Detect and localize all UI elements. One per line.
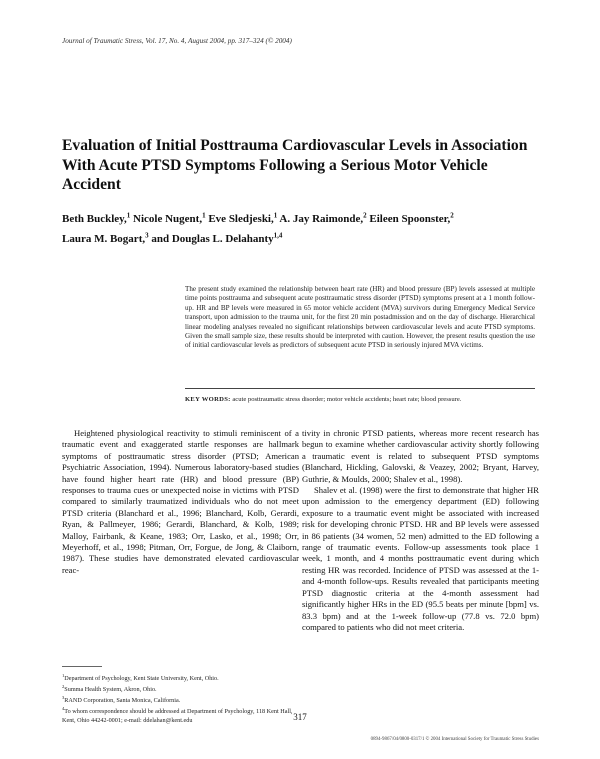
abstract-divider (185, 388, 535, 389)
footnote: $^1$Department of Psychology, Kent State University, Kent, Ohio. (62, 673, 219, 683)
keywords-text: acute posttraumatic stress disorder; motor vehicle accidents; heart rate; blood pressure. (232, 396, 462, 403)
page-number: 317 (293, 712, 307, 722)
author: Eileen Spoonster,$^2$ (369, 211, 454, 225)
keywords (185, 395, 535, 404)
author: A. Jay Raimonde,$^2$ (279, 211, 367, 225)
author: Laura M. Bogart,$^3$ (62, 231, 149, 246)
journal-header: Journal of Traumatic Stress, Vol. 17, No. 4, August 2004, pp. 317–324 (© 2004) (62, 37, 292, 45)
footnote: $^4$To whom correspondence should be addressed at Department of Psychology, 118 Kent Hall, Kent, Ohio 44242-0001; e-mail: ddelahan@kent.edu (62, 706, 293, 724)
keywords-label: KEY WORDS: (185, 396, 231, 403)
footnote: $^3$RAND Corporation, Santa Monica, California. (62, 695, 181, 705)
body-paragraph: Shalev et al. (1998) were the first to demonstrate that higher HR upon admission to the emergency department (ED) following exposure to a traumatic event might be associated with increased risk for developing chronic PTSD. HR and BP levels were assessed in 86 patients (34 women, 52 men) admitted to the ED following a range of traumatic events. Follow-up assessments took place 1 week, 1 month, and 4 months posttraumatic event during which resting HR was recorded. Incidence of PTSD was assessed at the 1- and 4-month follow-ups. Results revealed that participants meeting PTSD diagnostic criteria at the 4-month assessment had significantly higher HRs in the ED (95.5 beats per minute [bpm] vs. 83.3 bpm) and at the 1-week follow-up (77.8 vs. 72.0 bpm) compared to patients who did not meet criteria. (302, 485, 539, 632)
footnote: $^2$Summa Health System, Akron, Ohio. (62, 684, 157, 694)
body-column-right (302, 428, 539, 633)
footnote-divider (62, 666, 102, 667)
abstract: The present study examined the relationship between heart rate (HR) and blood pressure (BP) levels assessed at multiple time points posttrauma and subsequent acute posttraumatic stress disorder (PTSD) symptoms present at a 1 month follow-up. HR and BP levels were measured in 65 motor vehicle accident (MVA) survivors during Emergency Medical Service transport, upon admission to the trauma unit, for the first 20 min postadmission and on the day of discharge. Hierarchical linear modeling analyses revealed no significant relationships between cardiovascular levels and acute PTSD symptoms. Given the small sample size, these results should be interpreted with caution. However, the present results question the use of initial cardiovascular levels as predictors of subsequent acute PTSD in seriously injured MVA victims. (185, 285, 535, 350)
copyright-footer: 0894-9867/04/0800-0317/1 © 2004 International Society for Traumatic Stress Studies (370, 737, 539, 742)
author: Eve Sledjeski,$^1$ (208, 211, 278, 225)
body-column-left (62, 428, 299, 576)
body-paragraph: Heightened physiological reactivity to stimuli reminiscent of a traumatic event and exaggerated startle responses are hallmark symptoms of posttraumatic stress disorder (PTSD; American Psychiatric Association, 1994). Numerous laboratory-based studies have found higher heart rate (HR) and blood pressure (BP) responses to trauma cues or unexpected noise in victims with PTSD compared to similarly traumatized individuals who do not meet PTSD criteria (Blanchard et al., 1996; Blanchard, Kolb, Gerardi, Ryan, & Pallmeyer, 1986; Gerardi, Blanchard, & Kolb, 1989; Malloy, Fairbank, & Keane, 1983; Orr, Lasko, et al., 1998; Orr, Meyerhoff, et al., 1998; Pitman, Orr, Forgue, de Jong, & Claiborn, 1987). These studies have demonstrated elevated cardiovascular reac- (62, 428, 299, 575)
author: and Douglas L. Delahanty$^{1,4}$ (151, 231, 283, 246)
body-paragraph: tivity in chronic PTSD patients, whereas more recent research has begun to examine whether cardiovascular activity shortly following a traumatic event is related to subsequent PTSD symptoms (Blanchard, Hickling, Galovski, & Veazey, 2002; Bryant, Harvey, Guthrie, & Moulds, 2000; Shalev et al., 1998). (302, 428, 539, 484)
author: Beth Buckley,$^1$ (62, 211, 131, 225)
author: Nicole Nugent,$^1$ (133, 211, 206, 225)
author-list (62, 207, 542, 248)
footnotes (62, 672, 299, 725)
article-title: Evaluation of Initial Posttrauma Cardiovascular Levels in Association With Acute PTSD Symptoms Following a Serious Motor Vehicle Accident (62, 137, 528, 193)
